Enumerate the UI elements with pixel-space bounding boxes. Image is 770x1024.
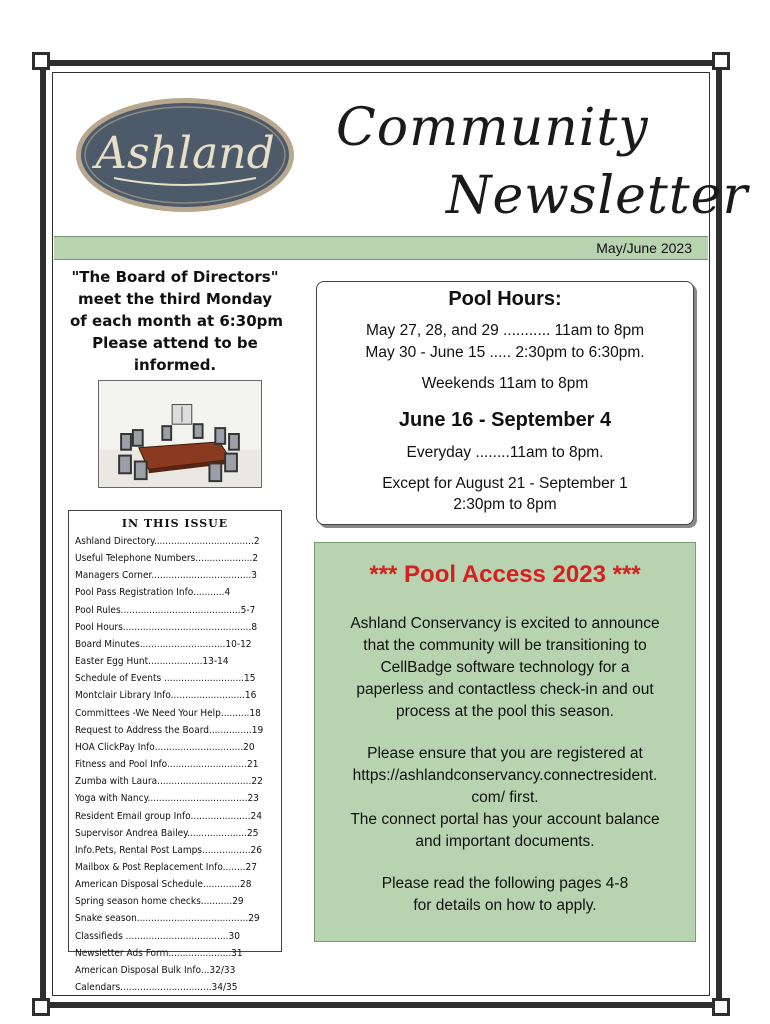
toc-item: Yoga with Nancy...................................23 [75, 793, 259, 805]
pool-access-registration [315, 743, 695, 853]
newsletter-title-line1: Community [336, 98, 649, 158]
toc-item: American Disposal Schedule.............28 [75, 879, 252, 891]
paragraph-line: that the community will be transitioning to [363, 637, 647, 654]
toc-item: Classifieds ....................................30 [75, 930, 240, 942]
paragraph-line: Ashland Conservancy is excited to announce [350, 615, 660, 632]
toc-item: Mailbox & Post Replacement Info........27 [75, 861, 257, 873]
toc-item: Ashland Directory...................................2 [75, 536, 260, 547]
paragraph-line: paperless and contactless check-in and out [356, 681, 654, 698]
pool-access-intro [315, 613, 695, 723]
toc-item: Resident Email group Info.....................24 [75, 810, 262, 822]
toc-item: Supervisor Andrea Bailey.....................25 [75, 827, 259, 839]
board-notice-line: Please attend to be [92, 334, 258, 352]
pool-hours-everyday: Everyday ........11am to 8pm. [406, 444, 604, 461]
pool-access-title: *** Pool Access 2023 *** [369, 561, 641, 588]
paragraph-line: Please read the following pages 4-8 [381, 875, 629, 892]
pool-hours-box [316, 281, 694, 525]
ashland-logo [74, 96, 296, 214]
corner-ornament [712, 998, 730, 1016]
toc-item: Committees -We Need Your Help..........18 [75, 707, 261, 719]
toc-item: Managers Corner...................................3 [75, 570, 258, 582]
toc-item: Snake season.......................................29 [75, 913, 260, 925]
toc-item: Request to Address the Board...............19 [75, 724, 264, 736]
pool-access-box [314, 542, 696, 942]
issue-date: May/June 2023 [596, 240, 692, 256]
toc-item: Board Minutes..............................10-12 [75, 638, 252, 650]
toc-item: Montclair Library Info..........................16 [75, 690, 257, 702]
paragraph-line: process at the pool this season. [396, 703, 614, 720]
table-of-contents [68, 510, 282, 994]
corner-ornament [712, 52, 730, 70]
toc-item: Useful Telephone Numbers....................2 [75, 553, 259, 565]
newsletter-title-line2: Newsletter [446, 166, 749, 226]
toc-item: Calendars................................34/35 [75, 982, 238, 994]
toc-item: Info.Pets, Rental Post Lamps.................26 [75, 844, 263, 856]
toc-item: American Disposal Bulk Info...32/33 [75, 964, 236, 976]
toc-item: Pool Rules..........................................5-7 [75, 604, 256, 616]
board-notice-line: of each month at 6:30pm [70, 312, 284, 330]
pool-hours-exception-time: 2:30pm to 8pm [453, 496, 557, 513]
board-notice-line: informed. [133, 356, 217, 374]
paragraph-line: Please ensure that you are registered at [367, 745, 643, 762]
board-notice-line: meet the third Monday [77, 290, 273, 308]
toc-item: Pool Hours.............................................8 [75, 621, 258, 633]
pool-access-instructions [315, 873, 695, 917]
paragraph-line: com/ first. [471, 789, 539, 806]
toc-item: Newsletter Ads Form......................31 [75, 947, 243, 959]
pool-hours-exception: Except for August 21 - September 1 [382, 475, 628, 492]
paragraph-line: The connect portal has your account balance [350, 811, 660, 828]
toc-title: IN THIS ISSUE [121, 517, 229, 530]
paragraph-line: and important documents. [415, 833, 595, 850]
corner-ornament [32, 998, 50, 1016]
board-notice [70, 266, 284, 376]
pool-hours-weekends: Weekends 11am to 8pm [421, 375, 589, 392]
toc-item: Pool Pass Registration Info...........4 [75, 587, 231, 599]
toc-item: HOA ClickPay Info...............................20 [75, 741, 255, 753]
meeting-room-image [98, 380, 262, 488]
toc-item: Spring season home checks...........29 [75, 896, 244, 908]
registration-link[interactable]: https://ashlandconservancy.connectresident. [352, 767, 658, 784]
toc-item: Schedule of Events ............................15 [75, 673, 256, 685]
toc-item: Easter Egg Hunt...................13-14 [75, 656, 229, 668]
pool-hours-line: May 30 - June 15 ..... 2:30pm to 6:30pm. [365, 344, 645, 361]
toc-list [75, 533, 275, 996]
paragraph-line: for details on how to apply. [413, 897, 597, 914]
toc-item: Fitness and Pool Info............................21 [75, 759, 259, 771]
date-band [54, 236, 708, 260]
board-notice-line: "The Board of Directors" [71, 268, 279, 286]
pool-hours-line: May 27, 28, and 29 ........... 11am to 8pm [365, 322, 644, 339]
pool-hours-summer-heading: June 16 - September 4 [398, 409, 612, 431]
svg-text:Ashland: Ashland [95, 128, 275, 179]
pool-hours-title: Pool Hours: [448, 288, 562, 310]
paragraph-line: CellBadge software technology for a [380, 659, 630, 676]
toc-item: Zumba with Laura.................................22 [75, 776, 263, 788]
corner-ornament [32, 52, 50, 70]
